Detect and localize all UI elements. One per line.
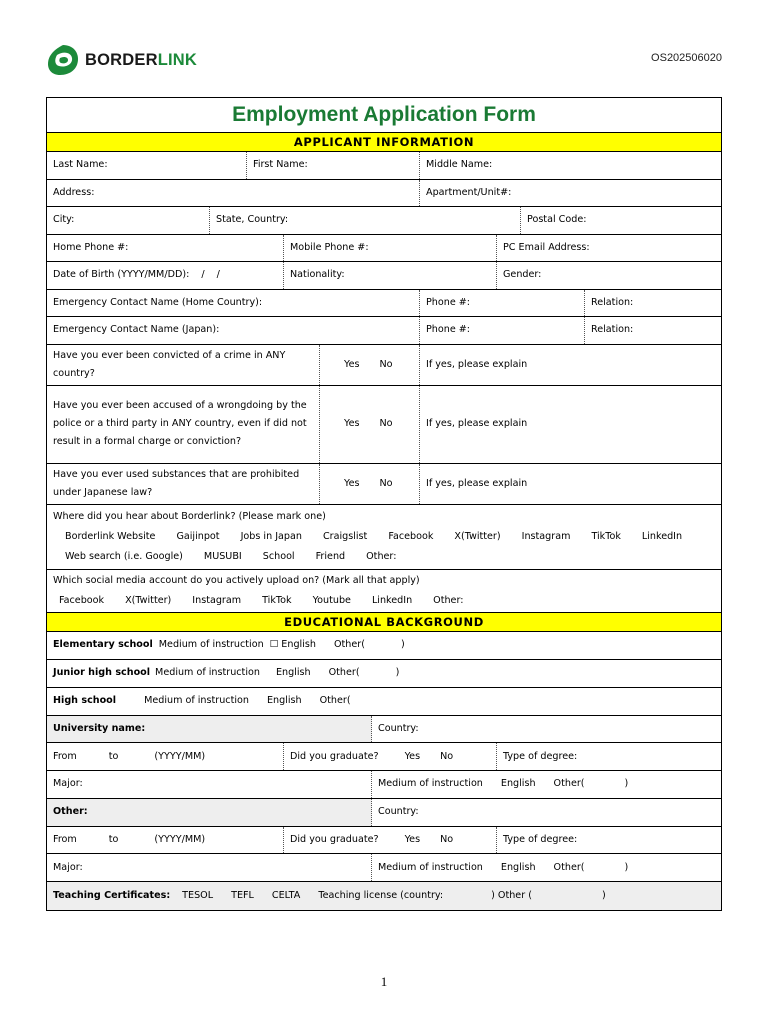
other-major-field[interactable]: Major: [47,854,372,881]
university-major-row [47,771,721,799]
close-paren: ) [624,778,629,790]
from-label: From [53,833,77,845]
first-name-field[interactable]: First Name: [247,152,420,179]
question-text: Have you ever used substances that are prohibited [53,468,300,480]
nationality-field[interactable]: Nationality: [284,262,497,289]
emergency-home-row [47,290,721,318]
question-text: Have you ever been convicted of a crime in ANY [53,349,286,361]
other-school-country-field[interactable]: Country: [378,806,419,818]
other-option[interactable]: Other( [328,667,360,679]
yes-option[interactable]: Yes [344,418,360,430]
no-option[interactable]: No [379,358,393,370]
close-paren: ) [395,667,400,679]
english-option[interactable]: English [500,778,536,790]
other-option[interactable]: Other( [553,861,585,873]
social-option[interactable]: Other: [433,595,464,606]
university-degree-field[interactable]: Type of degree: [503,750,578,762]
crime-question [47,345,320,385]
substances-question [47,464,320,504]
section-educational-background: EDUCATIONAL BACKGROUND [47,612,721,632]
medium-label: Medium of instruction [144,695,249,707]
graduate-label: Did you graduate? [290,833,379,845]
hear-option[interactable]: Other: [366,551,397,562]
dob-slash: / [201,269,205,281]
substances-yes-no[interactable] [320,464,420,504]
crime-question-row [47,345,721,386]
hear-option[interactable]: Instagram [521,531,571,542]
teaching-certificates-row [47,882,721,910]
section-applicant-information: APPLICANT INFORMATION [47,132,721,152]
medium-label: Medium of instruction [378,861,483,873]
other-school-row [47,799,721,827]
cert-option[interactable]: TESOL [182,889,214,901]
from-label: From [53,750,77,762]
graduate-label: Did you graduate? [290,750,379,762]
question-text: result in a formal charge or conviction? [53,435,242,447]
hear-option[interactable]: X(Twitter) [454,531,501,542]
no-option[interactable]: No [440,833,454,845]
university-dates-row [47,743,721,771]
to-label: to [108,833,119,845]
other-medium-field[interactable] [372,854,721,881]
hear-option[interactable]: Craigslist [322,531,368,542]
elementary-row [47,632,721,660]
hear-options-line-2 [47,547,721,567]
other-graduate-field[interactable] [284,827,497,854]
other-option[interactable]: Other( [333,639,365,651]
medium-label: Medium of instruction [158,639,264,651]
english-option[interactable]: English [266,695,302,707]
yes-option[interactable]: Yes [344,477,360,489]
hear-option[interactable]: Jobs in Japan [240,531,302,542]
social-option[interactable]: Facebook [59,595,105,606]
high-school-label: High school [53,695,117,707]
close-paren: ) [400,639,405,651]
crime-yes-no[interactable] [320,345,420,385]
borderlink-logo [46,42,197,78]
dob-slash: / [216,269,220,281]
emergency-japan-field[interactable]: Emergency Contact Name (Japan): [47,317,420,344]
hear-option[interactable]: Gaijinpot [176,531,220,542]
hear-option[interactable]: LinkedIn [641,531,683,542]
university-from-to-field[interactable] [47,743,284,770]
social-option[interactable]: LinkedIn [371,595,413,606]
emergency-home-relation-field[interactable]: Relation: [591,296,634,308]
yes-option[interactable]: Yes [404,750,421,762]
other-school-field[interactable]: Other: [47,799,372,826]
gender-field[interactable]: Gender: [503,269,542,281]
teaching-certificates-field[interactable] [47,882,721,910]
emergency-home-field[interactable]: Emergency Contact Name (Home Country): [47,290,420,317]
university-name-field[interactable]: University name: [47,716,372,743]
application-form [46,97,722,911]
hear-about-question: Where did you hear about Borderlink? (Please mark one) [53,511,326,522]
no-option[interactable]: No [379,477,393,489]
wrongdoing-yes-no[interactable] [320,386,420,463]
date-format: (YYYY/MM) [154,750,206,762]
hear-option[interactable]: TikTok [591,531,621,542]
high-school-row [47,688,721,716]
end-paren: ) [601,889,606,901]
logo-wordmark: BORDERLINK [85,50,197,69]
apartment-field[interactable]: Apartment/Unit#: [426,186,512,198]
hear-option[interactable]: Friend [315,551,346,562]
borderlink-leaf-icon [46,43,80,77]
emergency-japan-row [47,317,721,345]
hear-option[interactable]: School [262,551,295,562]
question-text: country? [53,367,95,379]
wrongdoing-question [47,386,320,463]
address-field[interactable]: Address: [47,180,420,207]
junior-high-row [47,660,721,688]
high-school-field[interactable] [47,688,721,715]
hear-options-line-1 [47,527,721,547]
english-option[interactable]: English [500,861,536,873]
emergency-japan-phone-field[interactable]: Phone #: [420,317,585,344]
middle-name-field[interactable]: Middle Name: [426,159,493,171]
mobile-phone-field[interactable]: Mobile Phone #: [284,235,497,262]
cert-option[interactable]: TEFL [231,889,254,901]
hear-option[interactable]: Web search (i.e. Google) [65,551,183,562]
university-graduate-field[interactable] [284,743,497,770]
wrongdoing-explain-field[interactable]: If yes, please explain [426,418,528,430]
university-country-field[interactable]: Country: [378,722,419,734]
other-option[interactable]: Other( [553,778,585,790]
substances-question-row [47,464,721,505]
hear-option[interactable]: MUSUBI [203,551,242,562]
last-name-field[interactable]: Last Name: [47,152,247,179]
junior-high-field[interactable] [47,660,721,687]
substances-explain-field[interactable]: If yes, please explain [426,477,528,489]
junior-high-label: Junior high school [53,667,151,679]
english-checkbox[interactable]: ☐ English [269,639,316,651]
social-option[interactable]: TikTok [262,595,292,606]
question-text: police or a third party in ANY country, even if did not [53,418,307,430]
other-degree-field[interactable]: Type of degree: [503,833,578,845]
state-country-field[interactable]: State, Country: [210,207,521,234]
yes-option[interactable]: Yes [404,833,421,845]
wrongdoing-question-row [47,386,721,464]
home-phone-field[interactable]: Home Phone #: [47,235,284,262]
social-media-question: Which social media account do you actively upload on? (Mark all that apply) [53,575,420,586]
name-row [47,152,721,180]
other-dates-row [47,827,721,855]
form-title: Employment Application Form [232,103,536,126]
dob-row [47,262,721,290]
emergency-home-phone-field[interactable]: Phone #: [420,290,585,317]
teaching-certificates-label: Teaching Certificates: [53,889,171,901]
english-option[interactable]: English [275,667,311,679]
elementary-label: Elementary school [53,639,153,651]
other-option[interactable]: Other( [319,695,351,707]
no-option[interactable]: No [379,418,393,430]
emergency-japan-relation-field[interactable]: Relation: [591,324,634,336]
medium-label: Medium of instruction [378,778,483,790]
to-label: to [108,750,119,762]
university-medium-field[interactable] [372,771,721,798]
social-option[interactable]: X(Twitter) [125,595,172,606]
question-text: under Japanese law? [53,486,153,498]
teaching-license-option[interactable]: Teaching license (country: [318,889,444,901]
crime-explain-field[interactable]: If yes, please explain [426,358,528,370]
cert-option[interactable]: CELTA [271,889,301,901]
question-text: Have you ever been accused of a wrongdoing by the [53,400,307,412]
hear-about-row [47,505,721,570]
social-media-row [47,570,721,612]
page-number: 1 [380,974,388,989]
yes-option[interactable]: Yes [344,358,360,370]
other-from-to-field[interactable] [47,827,284,854]
form-code: OS202506020 [651,52,722,64]
dob-field[interactable] [47,262,284,289]
university-row [47,716,721,744]
other-cert-option[interactable]: ) Other ( [491,889,532,901]
social-option[interactable]: Instagram [192,595,242,606]
social-options [47,591,721,611]
hear-option[interactable]: Facebook [388,531,434,542]
elementary-field[interactable] [47,632,721,659]
university-major-field[interactable]: Major: [47,771,372,798]
postal-code-field[interactable]: Postal Code: [527,214,587,226]
address-row [47,180,721,208]
social-option[interactable]: Youtube [312,595,351,606]
city-row [47,207,721,235]
other-major-row [47,854,721,882]
date-format: (YYYY/MM) [154,833,206,845]
hear-option[interactable]: Borderlink Website [65,531,156,542]
pc-email-field[interactable]: PC Email Address: [503,241,590,253]
dob-label: Date of Birth (YYYY/MM/DD): [53,269,190,281]
close-paren: ) [624,861,629,873]
medium-label: Medium of instruction [155,667,260,679]
no-option[interactable]: No [440,750,454,762]
phone-row [47,235,721,263]
city-field[interactable]: City: [47,207,210,234]
